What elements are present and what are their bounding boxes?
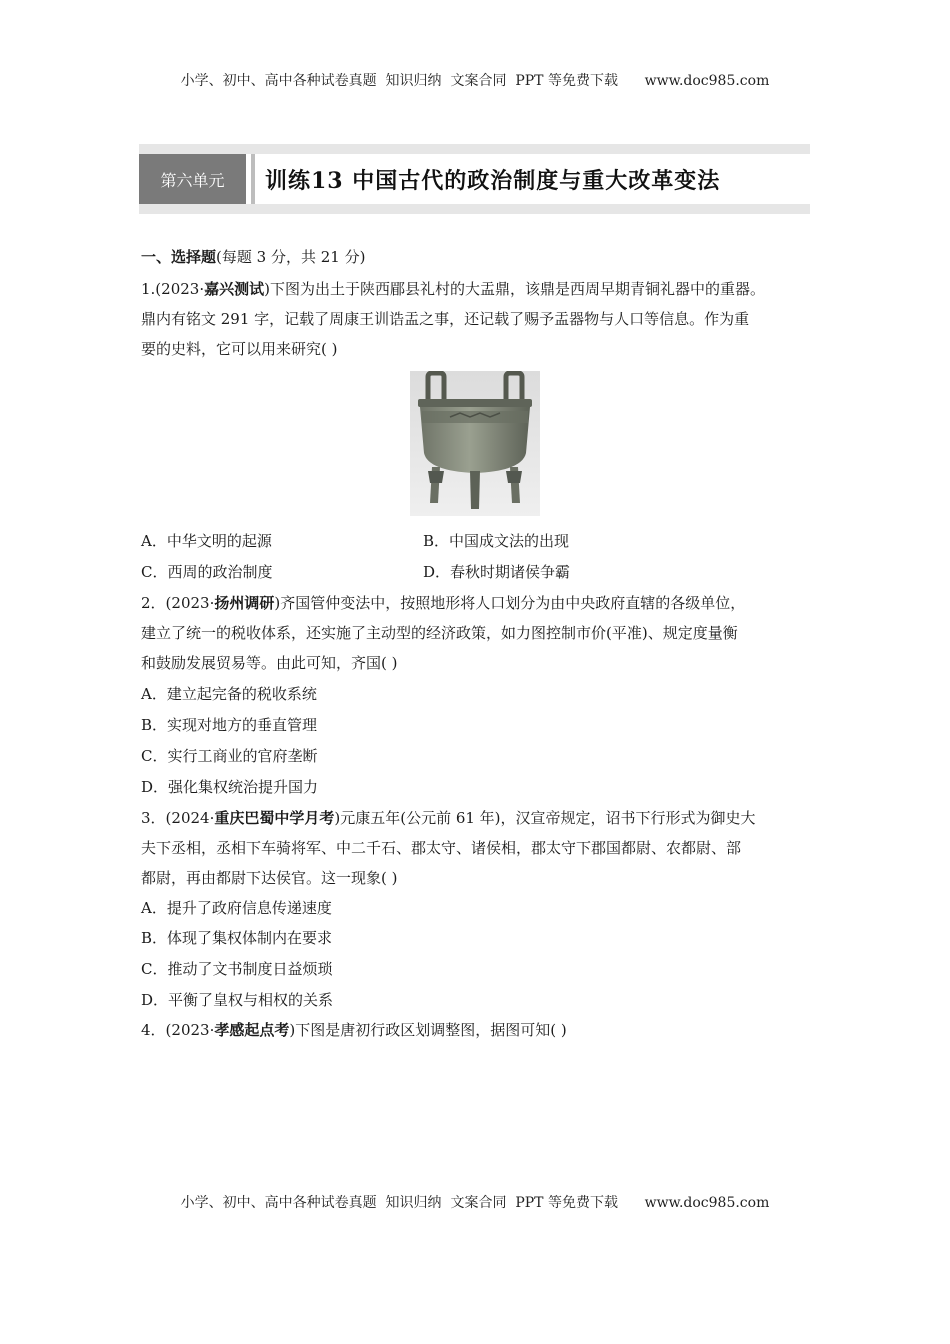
q1-text-1: )下图为出土于陕西郿县礼村的大盂鼎，该鼎是西周早期青铜礼器中的重器。 [264, 280, 765, 298]
q3-line-1 [141, 808, 756, 828]
q3-text-1: )元康五年(公元前 61 年)，汉宣帝规定，诏书下行形式为御史大 [334, 809, 756, 827]
q3-option-a[interactable]: A．提升了政府信息传递速度 [141, 899, 332, 917]
q4-prefix: 4．(2023· [141, 1021, 215, 1039]
q3-option-c[interactable]: C．推动了文书制度日益烦琐 [141, 960, 333, 978]
q4-source: 孝感起点考 [214, 1021, 290, 1039]
section-title: 一、选择题 [141, 248, 217, 266]
q1-option-a[interactable]: A．中华文明的起源 [141, 532, 272, 550]
ding-vessel-image [410, 371, 540, 516]
q1-source: 嘉兴测试 [204, 280, 265, 298]
q1-option-d[interactable]: D．春秋时期诸侯争霸 [423, 563, 571, 581]
q3-source: 重庆巴蜀中学月考 [214, 809, 335, 827]
unit-label: 第六单元 [139, 154, 246, 204]
q2-source: 扬州调研 [214, 594, 275, 612]
section-heading [141, 247, 365, 267]
q1-line-2: 鼎内有铭文 291 字，记载了周康王训诰盂之事，还记载了赐予盂器物与人口等信息。作为重 [141, 310, 750, 328]
lesson-title: 训练13 中国古代的政治制度与重大改革变法 [265, 167, 721, 194]
q1-line-1 [141, 279, 765, 299]
q1-prefix: 1.(2023· [141, 280, 205, 298]
q3-prefix: 3．(2024· [141, 809, 215, 827]
q1-option-c[interactable]: C．西周的政治制度 [141, 563, 273, 581]
q4-line-1 [141, 1020, 567, 1040]
q3-option-b[interactable]: B．体现了集权体制内在要求 [141, 929, 333, 947]
unit-banner [139, 144, 810, 214]
banner-top-strip [139, 144, 810, 154]
q2-prefix: 2．(2023· [141, 594, 215, 612]
q2-line-3: 和鼓励发展贸易等。由此可知，齐国( ) [141, 654, 398, 672]
section-note: (每题 3 分，共 21 分) [216, 248, 366, 266]
q3-line-2: 夫下丞相，丞相下车骑将军、中二千石、郡太守、诸侯相，郡太守下郡国都尉、农都尉、部 [141, 839, 742, 857]
q1-line-3: 要的史料，它可以用来研究( ) [141, 340, 338, 358]
q2-line-1 [141, 593, 745, 613]
q4-text-1: )下图是唐初行政区划调整图，据图可知( ) [289, 1021, 567, 1039]
q3-option-d[interactable]: D．平衡了皇权与相权的关系 [141, 991, 334, 1009]
q2-line-2: 建立了统一的税收体系，还实施了主动型的经济政策，如力图控制市价(平准)、规定度量衡 [141, 624, 738, 642]
q2-option-b[interactable]: B．实现对地方的垂直管理 [141, 716, 318, 734]
q2-text-1: )齐国管仲变法中，按照地形将人口划分为由中央政府直辖的各级单位， [274, 594, 746, 612]
q3-line-3: 都尉，再由都尉下达侯官。这一现象( ) [141, 869, 398, 887]
page-footer: 小学、初中、高中各种试卷真题 知识归纳 文案合同 PPT 等免费下载 www.doc985.com [180, 1195, 770, 1211]
q2-option-d[interactable]: D．强化集权统治提升国力 [141, 778, 319, 796]
banner-bottom-strip [139, 204, 810, 214]
q2-option-c[interactable]: C．实行工商业的官府垄断 [141, 747, 318, 765]
banner-divider [251, 154, 255, 204]
page-header: 小学、初中、高中各种试卷真题 知识归纳 文案合同 PPT 等免费下载 www.doc985.com [180, 73, 770, 89]
q1-option-b[interactable]: B．中国成文法的出现 [423, 532, 570, 550]
q2-option-a[interactable]: A．建立起完备的税收系统 [141, 685, 317, 703]
